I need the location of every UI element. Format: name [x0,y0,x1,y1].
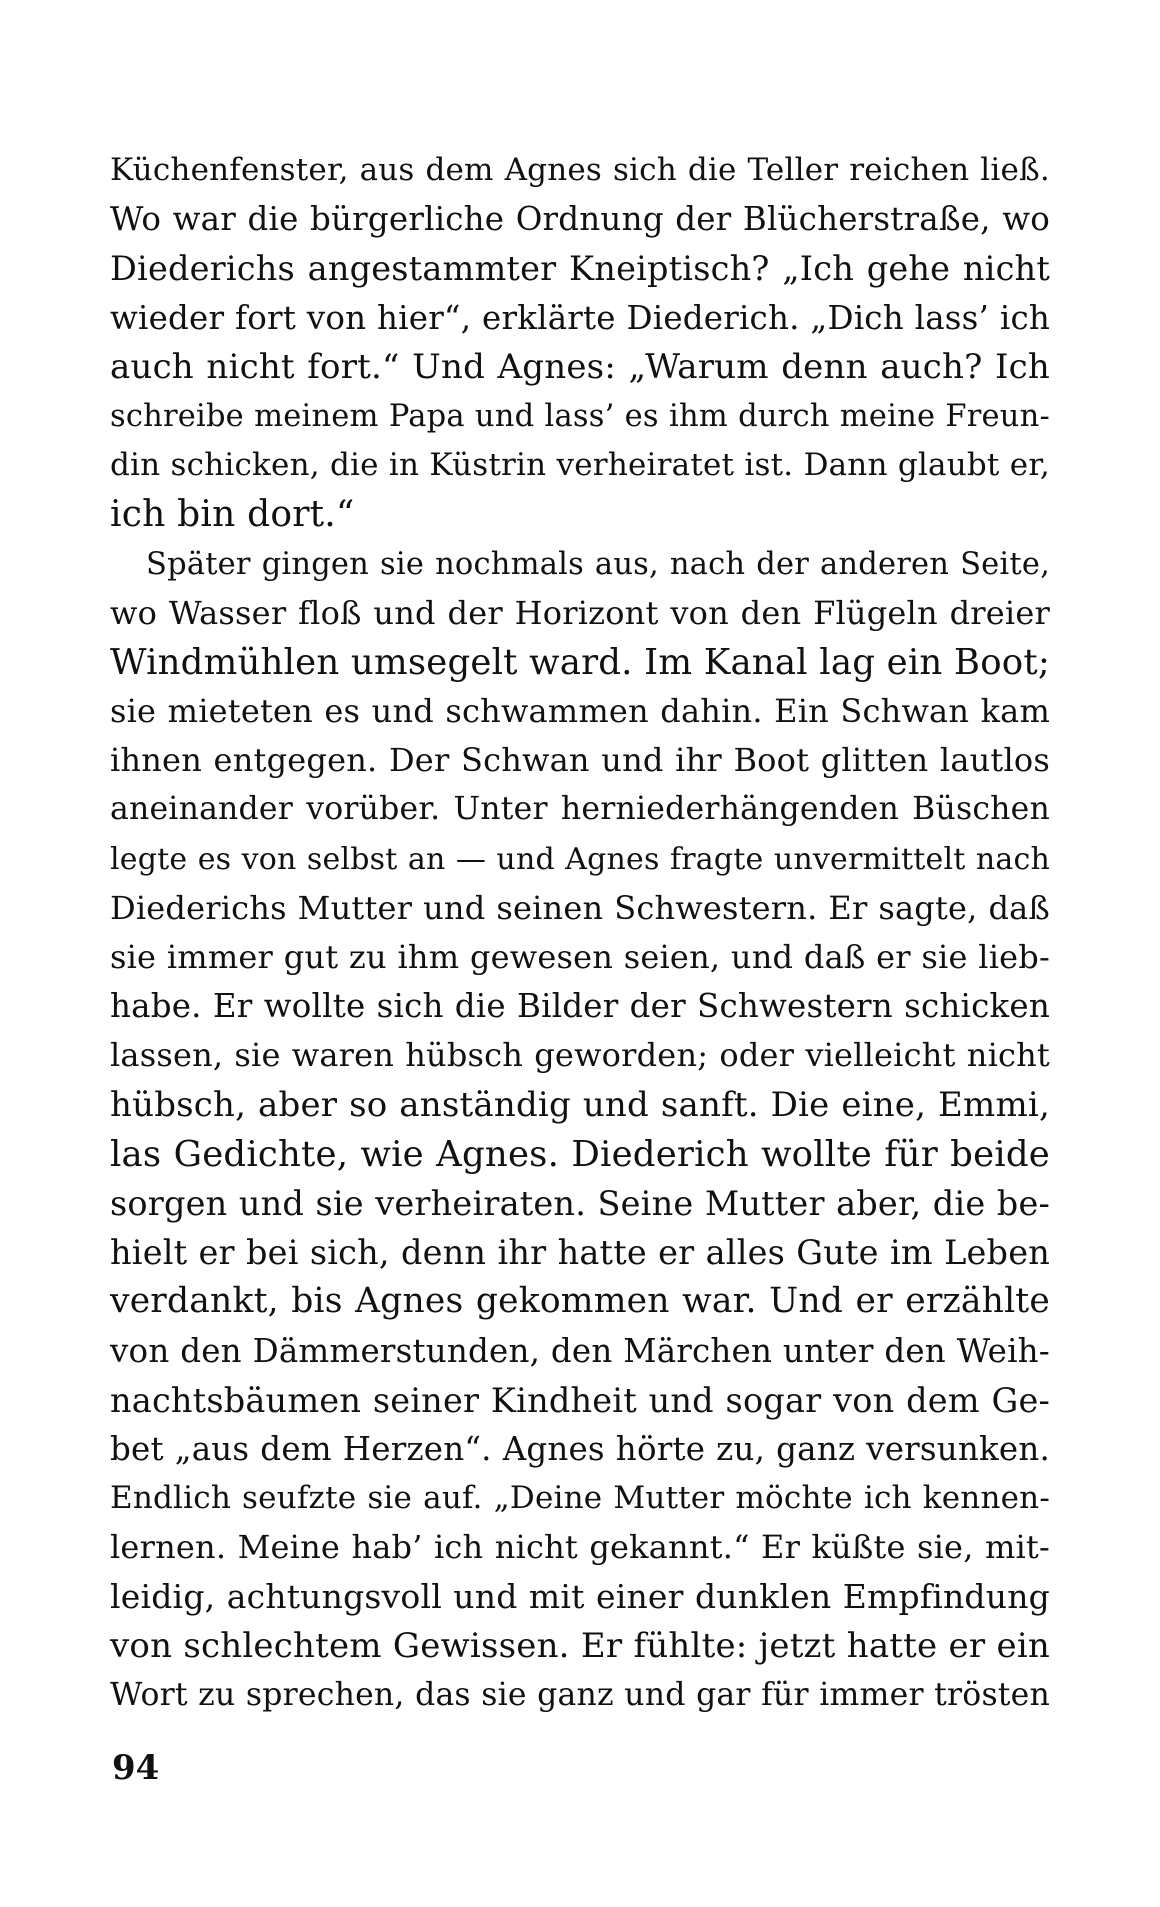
text-line-2: Wo war die bürgerliche Ordnung der Blücherstraße, wo [110,200,1050,239]
text-line-8: ich bin dort.“ [110,494,355,536]
text-line-29: lernen. Meine hab’ ich nicht gekannt.“ Er küßte sie, mit- [110,1528,1050,1567]
text-line-31: von schlechtem Gewissen. Er fühlte: jetzt hatte er ein [110,1625,1050,1666]
text-line-25: von den Dämmerstunden, den Märchen unter den Weih- [110,1331,1050,1370]
text-line-19: lassen, sie waren hübsch geworden; oder vielleicht nicht [110,1036,1050,1075]
text-line-23: hielt er bei sich, denn ihr hatte er alles Gute im Leben [110,1233,1050,1273]
text-line-12: sie mieteten es und schwammen dahin. Ein Schwan kam [110,692,1050,731]
text-line-14: aneinander vorüber. Unter herniederhängenden Büschen [110,791,1050,828]
text-line-24: verdankt, bis Agnes gekommen war. Und er erzählte [110,1281,1050,1322]
page-number: 94 [112,1748,160,1788]
text-line-7: din schicken, die in Küstrin verheiratet ist. Dann glaubt er, [110,447,1050,484]
text-line-26: nachtsbäumen seiner Kindheit und sogar von dem Ge- [110,1380,1050,1420]
text-line-32: Wort zu sprechen, das sie ganz und gar für immer trösten [110,1676,1050,1713]
body-text [110,146,1050,1720]
text-line-3: Diederichs angestammter Kneiptisch? „Ich gehe nicht [110,249,1050,289]
text-line-28: Endlich seufzte sie auf. „Deine Mutter möchte ich kennen- [110,1480,1050,1517]
text-line-22: sorgen und sie verheiraten. Seine Mutter aber, die be- [110,1183,1050,1223]
text-line-20: hübsch, aber so anständig und sanft. Die eine, Emmi, [110,1084,1050,1125]
text-line-17: sie immer gut zu ihm gewesen seien, und daß er sie lieb- [110,938,1050,976]
text-line-15: legte es von selbst an — und Agnes fragte unvermittelt nach [110,841,1050,877]
text-line-9: Später gingen sie nochmals aus, nach der anderen Seite, [146,546,1050,582]
text-line-21: las Gedichte, wie Agnes. Diederich wollte für beide [110,1133,1050,1175]
text-line-18: habe. Er wollte sich die Bilder der Schwestern schicken [110,987,1050,1026]
text-line-11: Windmühlen umsegelt ward. Im Kanal lag ein Boot; [110,641,1050,683]
text-line-6: schreibe meinem Papa und lass’ es ihm durch meine Freun- [110,398,1050,434]
text-line-4: wieder fort von hier“, erklärte Diederich. „Dich lass’ ich [110,298,1050,337]
text-line-27: bet „aus dem Herzen“. Agnes hörte zu, ganz versunken. [110,1429,1050,1468]
text-line-10: wo Wasser floß und der Horizont von den Flügeln dreier [110,593,1050,632]
text-line-16: Diederichs Mutter und seinen Schwestern. Er sagte, daß [110,888,1050,927]
text-line-1: Küchenfenster, aus dem Agnes sich die Teller reichen ließ. [110,152,1050,188]
text-line-5: auch nicht fort.“ Und Agnes: „Warum denn auch? Ich [110,346,1050,387]
text-line-30: leidig, achtungsvoll und mit einer dunklen Empfindung [110,1577,1050,1617]
text-line-13: ihnen entgegen. Der Schwan und ihr Boot glitten lautlos [110,741,1050,780]
